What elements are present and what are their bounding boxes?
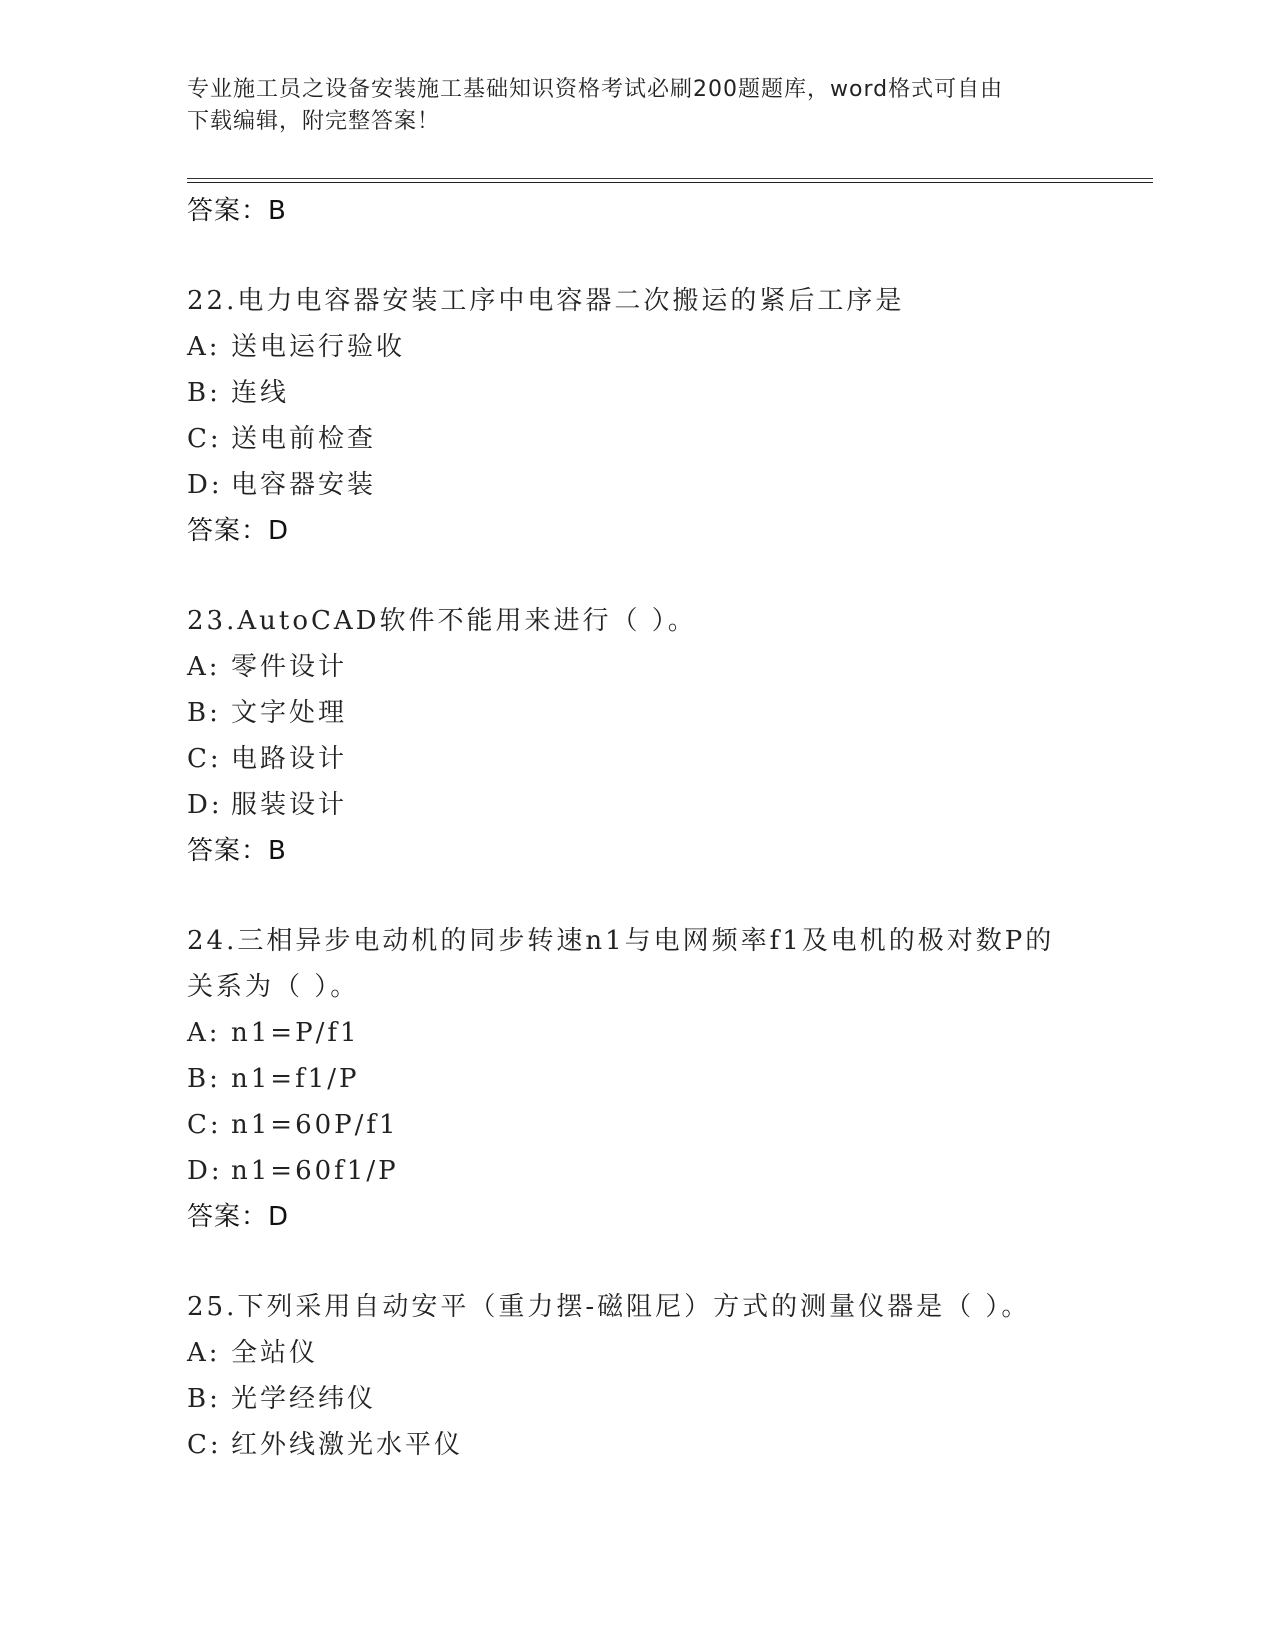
option-letter: A:: [187, 1338, 221, 1368]
option-text: 服装设计: [231, 790, 348, 820]
option-text: 送电前检查: [231, 424, 377, 454]
option-c: [187, 1102, 1153, 1148]
answer-label: 答案：D: [187, 516, 290, 546]
answer-label: 答案：B: [187, 836, 287, 866]
option-letter: C:: [187, 424, 222, 454]
header-rule-thick: [187, 182, 1153, 183]
option-letter: B:: [187, 1384, 221, 1414]
option-c: [187, 736, 1153, 782]
option-c: [187, 416, 1153, 462]
header-line-1: 专业施工员之设备安装施工基础知识资格考试必刷200题题库，word格式可自由: [187, 77, 1004, 102]
option-text: n1=60P/f1: [231, 1110, 399, 1140]
option-a: [187, 1330, 1153, 1376]
question-22: [187, 278, 1153, 554]
option-d: [187, 782, 1153, 828]
option-d: [187, 1148, 1153, 1194]
option-text: 光学经纬仪: [231, 1384, 377, 1414]
question-24: [187, 918, 1153, 1240]
answer-label: 答案：D: [187, 1202, 290, 1232]
option-letter: B:: [187, 1064, 221, 1094]
option-b: [187, 370, 1153, 416]
header-line-2: 下载编辑，附完整答案！: [187, 109, 441, 134]
document-header: [187, 74, 1067, 138]
option-text: n1=P/f1: [231, 1018, 360, 1048]
option-b: [187, 1056, 1153, 1102]
option-letter: B:: [187, 378, 221, 408]
option-b: [187, 690, 1153, 736]
option-text: 零件设计: [231, 652, 348, 682]
question-text: 22.电力电容器安装工序中电容器二次搬运的紧后工序是: [187, 286, 905, 316]
header-rule-thin: [187, 178, 1153, 179]
answer-label: 答案：B: [187, 196, 287, 226]
option-a: [187, 324, 1153, 370]
option-a: [187, 1010, 1153, 1056]
option-letter: C:: [187, 1430, 222, 1460]
option-text: n1=f1/P: [231, 1064, 360, 1094]
option-letter: C:: [187, 744, 222, 774]
question-list: [187, 188, 1153, 1468]
question-23: [187, 598, 1153, 874]
option-b: [187, 1376, 1153, 1422]
question-text: 25.下列采用自动安平（重力摆-磁阻尼）方式的测量仪器是（ ）。: [187, 1292, 1031, 1322]
option-text: 连线: [231, 378, 290, 408]
option-letter: D:: [187, 1156, 223, 1186]
question-text: 23.AutoCAD软件不能用来进行（ ）。: [187, 606, 697, 636]
option-letter: C:: [187, 1110, 222, 1140]
option-text: n1=60f1/P: [231, 1156, 399, 1186]
option-text: 送电运行验收: [231, 332, 406, 362]
option-text: 文字处理: [231, 698, 348, 728]
option-c: [187, 1422, 1153, 1468]
option-a: [187, 644, 1153, 690]
option-letter: A:: [187, 1018, 221, 1048]
question-text: 24.三相异步电动机的同步转速n1与电网频率f1及电机的极对数P的关系为（ ）。: [187, 926, 1055, 1002]
option-letter: A:: [187, 332, 221, 362]
option-text: 红外线激光水平仪: [231, 1430, 464, 1460]
option-text: 电路设计: [231, 744, 348, 774]
option-letter: A:: [187, 652, 221, 682]
option-d: [187, 462, 1153, 508]
option-text: 全站仪: [231, 1338, 319, 1368]
question-25: [187, 1284, 1153, 1468]
option-letter: D:: [187, 790, 223, 820]
option-text: 电容器安装: [231, 470, 377, 500]
option-letter: D:: [187, 470, 223, 500]
option-letter: B:: [187, 698, 221, 728]
